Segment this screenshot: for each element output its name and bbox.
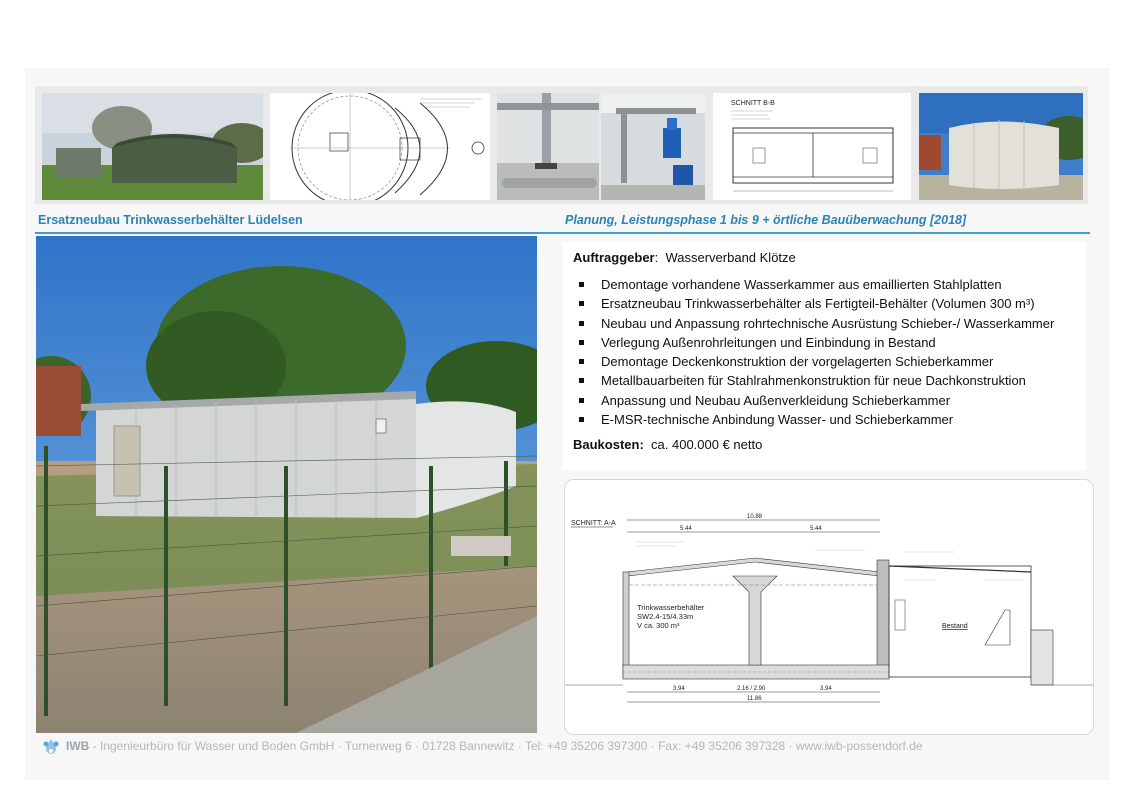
section-title: SCHNITT: A-A <box>571 520 616 527</box>
bullet-icon <box>579 359 584 364</box>
existing-label: Bestand <box>942 623 968 630</box>
tank-type: SW2.4-15/4.33m <box>637 612 694 621</box>
bullet-text: Neubau und Anpassung rohrtechnische Ausrüstung Schieber-/ Wasserkammer <box>601 315 1055 331</box>
client-value: Wasserverband Klötze <box>665 250 796 265</box>
cost-value: ca. 400.000 € netto <box>651 437 763 452</box>
list-item <box>573 314 1054 333</box>
bullet-icon <box>579 321 584 326</box>
thumbnail-blue-valves-photo <box>601 93 705 200</box>
footer-fax: Fax: +49 35206 397328 <box>658 739 786 753</box>
iwb-logo-icon <box>42 738 60 756</box>
list-item <box>573 410 1054 429</box>
bullet-text: Demontage Deckenkonstruktion der vorgelagerten Schieberkammer <box>601 354 994 370</box>
dim-bottom-mid: 2.16 / 2.90 <box>737 686 766 692</box>
dim-bottom-right: 3.94 <box>820 686 832 692</box>
thumbnail-section-drawing <box>713 93 911 200</box>
bullet-text: Anpassung und Neubau Außenverkleidung Schieberkammer <box>601 392 951 408</box>
bullet-text: E-MSR-technische Anbindung Wasser- und Schieberkammer <box>601 412 954 428</box>
thumbnail-old-tank-photo <box>42 93 263 200</box>
dim-bottom-left: 3.94 <box>673 686 685 692</box>
bullet-icon <box>579 340 584 345</box>
footer-dot: · <box>334 739 345 753</box>
bullet-text: Metallbauarbeiten für Stahlrahmenkonstruktion für neue Dachkonstruktion <box>601 373 1026 389</box>
footer-company: IWB <box>66 739 90 753</box>
thumbnail-plan-drawing <box>270 93 490 200</box>
dim-top-total: 10.88 <box>747 514 763 520</box>
footer <box>42 737 1092 755</box>
thumbnail-precast-tank-photo <box>919 93 1083 200</box>
list-item <box>573 352 1054 371</box>
dim-top-right: 5.44 <box>810 526 822 532</box>
footer-dot: · <box>785 739 796 753</box>
bullet-icon <box>579 301 584 306</box>
dim-total: 11.86 <box>747 696 762 702</box>
thumbnail-valve-chamber-photo <box>497 93 599 200</box>
dim-top-left: 5.44 <box>680 526 692 532</box>
footer-company-full: Ingenieurbüro für Wasser und Boden GmbH <box>100 739 335 753</box>
list-item <box>573 294 1054 313</box>
footer-sep: - <box>89 739 100 753</box>
footer-dot: · <box>647 739 659 753</box>
bullet-icon <box>579 417 584 422</box>
footer-dot: · <box>514 739 525 753</box>
client-line: Auftraggeber: Wasserverband Klötze <box>573 250 796 265</box>
bullet-icon <box>579 282 584 287</box>
client-label: Auftraggeber <box>573 250 655 265</box>
list-item <box>573 391 1054 410</box>
bullet-icon <box>579 378 584 383</box>
main-photo-new-tank <box>36 236 537 733</box>
project-details <box>563 242 1086 470</box>
list-item <box>573 371 1054 390</box>
list-item <box>573 275 1054 294</box>
list-item <box>573 333 1054 352</box>
cost-line <box>573 437 762 452</box>
plan-title: SCHNITT B-B <box>731 100 775 107</box>
project-scope: Planung, Leistungsphase 1 bis 9 + örtliche Bauüberwachung [2018] <box>565 213 967 227</box>
footer-address: Turnerweg 6 <box>344 739 412 753</box>
header-rule <box>35 232 1090 234</box>
scope-bullet-list <box>573 275 1054 429</box>
footer-city: 01728 Bannewitz <box>422 739 515 753</box>
cost-label: Baukosten: <box>573 437 644 452</box>
bullet-text: Ersatzneubau Trinkwasserbehälter als Fertigteil-Behälter (Volumen 300 m³) <box>601 296 1035 312</box>
tank-volume: V ca. 300 m³ <box>637 621 680 630</box>
tank-name: Trinkwasserbehälter <box>637 603 705 612</box>
section-drawing-a-a <box>564 479 1094 735</box>
bullet-text: Demontage vorhandene Wasserkammer aus emaillierten Stahlplatten <box>601 277 1002 292</box>
footer-web[interactable]: www.iwb-possendorf.de <box>795 739 923 753</box>
footer-phone: Tel: +49 35206 397300 <box>524 739 648 753</box>
bullet-text: Verlegung Außenrohrleitungen und Einbindung in Bestand <box>601 334 936 350</box>
project-title: Ersatzneubau Trinkwasserbehälter Lüdelsen <box>38 213 303 227</box>
footer-dot: · <box>411 739 423 753</box>
bullet-icon <box>579 398 584 403</box>
